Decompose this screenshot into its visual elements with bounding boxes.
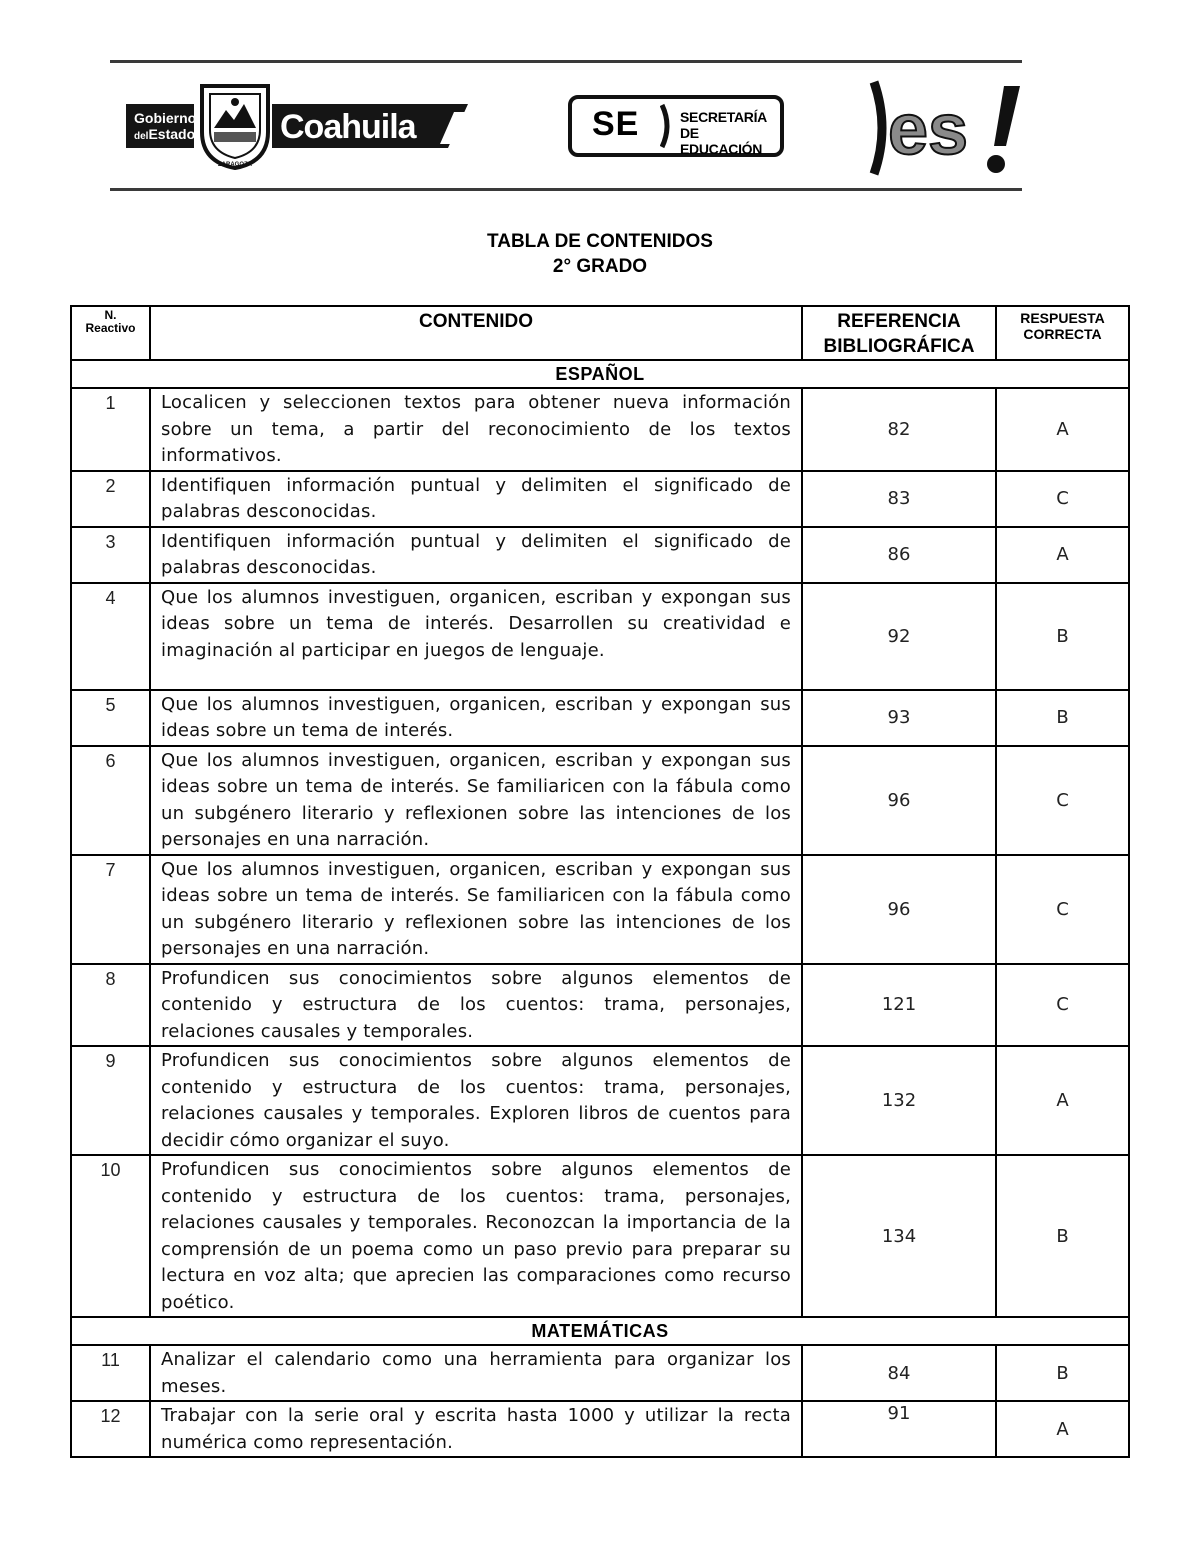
table-row bbox=[71, 746, 1129, 855]
table-row bbox=[71, 964, 1129, 1047]
row-respuesta: C bbox=[996, 855, 1129, 964]
row-contenido: Profundicen sus conocimientos sobre algunos elementos de contenido y estructura de los cuentos: trama, personajes, relaciones causales y temporales. Reconozcan la importancia de la comprensión de un poema como un paso previo para preparar su lectura en voz alta; que aprecien las comparaciones como recurso poético. bbox=[150, 1155, 802, 1317]
header-num-line2: Reactivo bbox=[85, 321, 136, 335]
row-contenido: Trabajar con la serie oral y escrita hasta 1000 y utilizar la recta numérica como representación. bbox=[150, 1401, 802, 1457]
es-logo bbox=[864, 80, 1024, 176]
row-referencia: 96 bbox=[802, 855, 996, 964]
header-ref-line1: REFERENCIA bbox=[837, 311, 961, 332]
gobierno-text: Gobierno bbox=[134, 110, 197, 126]
contents-table bbox=[70, 305, 1130, 1458]
row-num: 1 bbox=[71, 388, 150, 471]
row-respuesta: A bbox=[996, 1401, 1129, 1457]
row-contenido: Profundicen sus conocimientos sobre algunos elementos de contenido y estructura de los cuentos: trama, personajes, relaciones causales y temporales. bbox=[150, 964, 802, 1047]
se-parenthesis-icon bbox=[660, 103, 672, 149]
seal-text: ZARAGOZA bbox=[218, 162, 252, 168]
section-row-espanol bbox=[71, 360, 1129, 388]
row-num: 2 bbox=[71, 471, 150, 527]
row-num: 7 bbox=[71, 855, 150, 964]
row-num: 11 bbox=[71, 1345, 150, 1401]
table-row bbox=[71, 690, 1129, 746]
row-contenido: Analizar el calendario como una herramienta para organizar los meses. bbox=[150, 1345, 802, 1401]
row-respuesta: C bbox=[996, 964, 1129, 1047]
secretaria-educacion-logo bbox=[568, 95, 784, 157]
section-row-matematicas bbox=[71, 1317, 1129, 1345]
coahuila-wordmark: Coahuila bbox=[280, 108, 416, 146]
header-respuesta bbox=[996, 306, 1129, 360]
row-num: 4 bbox=[71, 583, 150, 690]
table-header-row bbox=[71, 306, 1129, 360]
header-rule-top bbox=[110, 60, 1022, 63]
table-row bbox=[71, 1401, 1129, 1457]
header-resp-line1: RESPUESTA bbox=[1020, 310, 1105, 326]
page-title: TABLA DE CONTENIDOS bbox=[487, 231, 713, 252]
row-referencia: 121 bbox=[802, 964, 996, 1047]
row-respuesta: A bbox=[996, 388, 1129, 471]
row-num: 5 bbox=[71, 690, 150, 746]
row-referencia: 91 bbox=[802, 1401, 996, 1457]
header-num-reactivo bbox=[71, 306, 150, 360]
row-contenido: Identifiquen información puntual y delimiten el significado de palabras desconocidas. bbox=[150, 471, 802, 527]
row-num: 12 bbox=[71, 1401, 150, 1457]
row-num: 10 bbox=[71, 1155, 150, 1317]
row-referencia: 92 bbox=[802, 583, 996, 690]
row-respuesta: B bbox=[996, 690, 1129, 746]
header-ref-line2: BIBLIOGRÁFICA bbox=[823, 336, 975, 357]
table-row bbox=[71, 1046, 1129, 1155]
table-row bbox=[71, 583, 1129, 690]
header-resp-line2: CORRECTA bbox=[1023, 326, 1102, 342]
se-text bbox=[680, 109, 780, 157]
row-contenido: Identifiquen información puntual y delimiten el significado de palabras desconocidas. bbox=[150, 527, 802, 583]
row-num: 6 bbox=[71, 746, 150, 855]
row-referencia: 83 bbox=[802, 471, 996, 527]
table-row bbox=[71, 388, 1129, 471]
row-respuesta: B bbox=[996, 1155, 1129, 1317]
se-line1: SECRETARÍA bbox=[680, 109, 767, 125]
row-respuesta: A bbox=[996, 1046, 1129, 1155]
table-row bbox=[71, 1345, 1129, 1401]
row-referencia: 93 bbox=[802, 690, 996, 746]
estado-text: Estado bbox=[148, 126, 196, 142]
row-referencia: 132 bbox=[802, 1046, 996, 1155]
row-respuesta: C bbox=[996, 471, 1129, 527]
grade-subtitle: 2° GRADO bbox=[552, 256, 648, 277]
row-contenido: Que los alumnos investiguen, organicen, escriban y expongan sus ideas sobre un tema de interés. bbox=[150, 690, 802, 746]
row-respuesta: B bbox=[996, 1345, 1129, 1401]
header-contenido: CONTENIDO bbox=[150, 306, 802, 360]
row-num: 9 bbox=[71, 1046, 150, 1155]
section-title: MATEMÁTICAS bbox=[71, 1317, 1129, 1345]
row-num: 3 bbox=[71, 527, 150, 583]
row-contenido: Que los alumnos investiguen, organicen, escriban y expongan sus ideas sobre un tema de interés. Se familiaricen con la fábula como un subgénero literario y reflexionen sobre las intenciones de los personajes en una narración. bbox=[150, 746, 802, 855]
table-row bbox=[71, 527, 1129, 583]
row-referencia: 86 bbox=[802, 527, 996, 583]
row-referencia: 134 bbox=[802, 1155, 996, 1317]
row-respuesta: B bbox=[996, 583, 1129, 690]
se-line2: DE EDUCACIÓN bbox=[680, 125, 763, 157]
se-letters: SE bbox=[592, 105, 640, 143]
row-referencia: 96 bbox=[802, 746, 996, 855]
row-contenido: Que los alumnos investiguen, organicen, escriban y expongan sus ideas sobre un tema de interés. Se familiaricen con la fábula como un subgénero literario y reflexionen sobre las intenciones de los personajes en una narración. bbox=[150, 855, 802, 964]
row-respuesta: A bbox=[996, 527, 1129, 583]
coahuila-seal-icon bbox=[198, 80, 272, 170]
row-num: 8 bbox=[71, 964, 150, 1047]
row-contenido: Que los alumnos investiguen, organicen, escriban y expongan sus ideas sobre un tema de interés. Desarrollen su creatividad e imaginación al participar en juegos de lenguaje. bbox=[150, 583, 802, 690]
gobierno-coahuila-logo bbox=[122, 80, 472, 172]
row-referencia: 84 bbox=[802, 1345, 996, 1401]
header-referencia bbox=[802, 306, 996, 360]
table-row bbox=[71, 471, 1129, 527]
row-referencia: 82 bbox=[802, 388, 996, 471]
row-respuesta: C bbox=[996, 746, 1129, 855]
gobierno-del-estado-box bbox=[126, 104, 197, 148]
es-paren-icon bbox=[874, 82, 882, 174]
row-contenido: Profundicen sus conocimientos sobre algunos elementos de contenido y estructura de los cuentos: trama, personajes, relaciones causales y temporales. Exploren libros de cuentos para decidir cómo organizar el suyo. bbox=[150, 1046, 802, 1155]
es-logo-text: es bbox=[888, 90, 969, 170]
table-row bbox=[71, 1155, 1129, 1317]
table-row bbox=[71, 855, 1129, 964]
header-rule-bottom bbox=[110, 188, 1022, 191]
section-title: ESPAÑOL bbox=[71, 360, 1129, 388]
exclamation-icon bbox=[994, 86, 1020, 146]
del-text: del bbox=[134, 131, 149, 142]
header-num-line1: N. bbox=[104, 308, 117, 322]
row-contenido: Localicen y seleccionen textos para obtener nueva información sobre un tema, a partir del reconocimiento de los textos informativos. bbox=[150, 388, 802, 471]
